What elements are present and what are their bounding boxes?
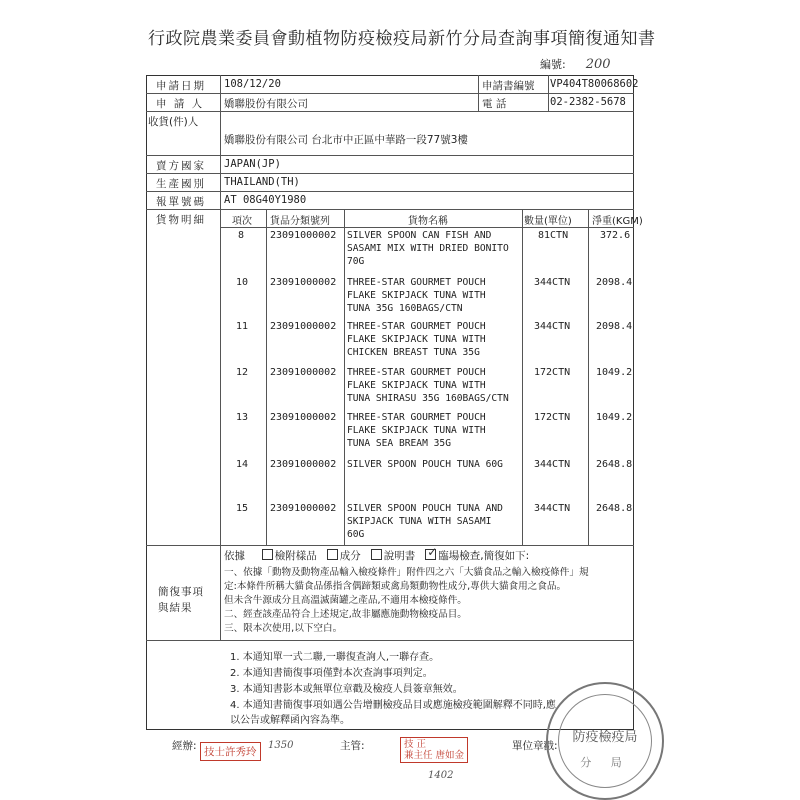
row-item: 11	[236, 321, 249, 332]
app-no-value: VP404T80068602	[550, 78, 639, 90]
official-seal	[546, 682, 664, 800]
supervisor-stamp: 技 正 兼主任 唐如金	[400, 737, 468, 763]
row-name: SILVER SPOON POUCH TUNA 60G	[347, 459, 503, 470]
app-no-label: 申請書編號	[482, 80, 535, 92]
row-item: 10	[236, 277, 249, 288]
row-name: THREE-STAR GOURMET POUCH FLAKE SKIPJACK TUNA WITH TUNA SEA BREAM 35G	[347, 412, 486, 449]
reply-tail: ,簡復如下:	[480, 550, 530, 562]
checkbox-sample	[262, 549, 273, 560]
applicant-value: 嬌聯股份有限公司	[224, 98, 308, 110]
col-header-name: 貨物名稱	[408, 216, 448, 227]
col-header-weight: 淨重(KGM)	[592, 216, 643, 227]
row-name: THREE-STAR GOURMET POUCH FLAKE SKIPJACK TUNA WITH TUNA SHIRASU 35G 160BAGS/CTN	[347, 367, 509, 404]
handler-note: 1350	[268, 740, 294, 751]
recipient-value: 嬌聯股份有限公司 台北市中正區中華路一段77號3樓	[224, 134, 468, 146]
row-item: 8	[238, 230, 245, 241]
row-name: THREE-STAR GOURMET POUCH FLAKE SKIPJACK TUNA WITH CHICKEN BREAST TUNA 35G	[347, 321, 486, 358]
checkbox-ingredient	[327, 549, 338, 560]
row-code: 23091000002	[270, 459, 337, 470]
serial-number	[540, 56, 611, 72]
row-weight: 2098.4	[596, 321, 633, 332]
row-qty: 172CTN	[534, 412, 571, 423]
reply-line-5: 三、限本次使用,以下空白。	[224, 623, 343, 634]
unit-seal-label: 單位章戳:	[512, 740, 558, 752]
col-header-item: 項次	[232, 216, 252, 227]
customs-no-value: AT 08G40Y1980	[224, 194, 307, 206]
row-qty: 344CTN	[534, 503, 571, 514]
reply-label: 簡復事項 與結果	[158, 586, 204, 614]
option-manual: 說明書	[383, 550, 416, 562]
row-weight: 2098.4	[596, 277, 633, 288]
checkbox-manual	[371, 549, 382, 560]
row-qty: 344CTN	[534, 459, 571, 470]
seal-sub: 分 局	[580, 756, 630, 769]
row-name: SILVER SPOON POUCH TUNA AND SKIPJACK TUNA WITH SASAMI 60G	[347, 503, 503, 540]
serial-value: 200	[585, 57, 611, 72]
note-2: 2. 本通知書簡復事項僅對本次查詢事項判定。	[230, 668, 433, 679]
option-ingredient: 成分	[339, 550, 361, 562]
checkbox-onsite-checked: ✓	[427, 545, 438, 559]
col-header-code: 貨品分類號列	[270, 216, 330, 227]
reply-line-1: 一、依據「動物及動物產品輸入檢疫條件」附件四之六「大貓食品之輸入檢疫條件」規	[224, 567, 589, 578]
row-qty: 344CTN	[534, 321, 571, 332]
row-item: 12	[236, 367, 249, 378]
reply-line-2: 定:本條件所稱大貓食品係指含偶蹄類或禽鳥類動物性成分,專供大貓食用之食品。	[224, 581, 567, 592]
row-item: 13	[236, 412, 249, 423]
origin-value: THAILAND(TH)	[224, 176, 300, 188]
seller-country-label: 賣方國家	[156, 160, 206, 172]
row-weight: 372.6	[600, 230, 631, 241]
row-code: 23091000002	[270, 412, 337, 423]
row-code: 23091000002	[270, 503, 337, 514]
row-code: 23091000002	[270, 230, 337, 241]
apply-date-label: 申請日期	[156, 80, 206, 92]
row-qty: 344CTN	[534, 277, 571, 288]
customs-no-label: 報單號碼	[156, 196, 206, 208]
document-title: 行政院農業委員會動植物防疫檢疫局新竹分局查詢事項簡復通知書	[148, 29, 656, 49]
phone-label: 電 話	[482, 98, 507, 110]
goods-label: 貨物明細	[156, 214, 206, 226]
row-code: 23091000002	[270, 321, 337, 332]
reply-line-3: 但未含牛源成分且高溫滅菌罐之產品,不適用本檢疫條件。	[224, 595, 467, 606]
row-weight: 2648.8	[596, 503, 633, 514]
applicant-label: 申 請 人	[156, 98, 205, 110]
note-4: 4. 本通知書簡復事項如遇公告增刪檢疫品目或應施檢疫範圍解釋不同時,應	[230, 700, 556, 711]
origin-label: 生產國別	[156, 178, 206, 190]
reply-basis: 依據	[224, 550, 245, 562]
note-5: 以公告或解釋函內容為準。	[230, 715, 350, 726]
seal-text: 防疫檢疫局	[572, 730, 638, 745]
row-code: 23091000002	[270, 367, 337, 378]
col-header-qty: 數量(單位)	[524, 216, 572, 227]
note-3: 3. 本通知書影本或無單位章戳及檢疫人員簽章無效。	[230, 684, 463, 695]
recipient-label: 收貨(件)人	[148, 116, 199, 128]
row-weight: 2648.8	[596, 459, 633, 470]
row-name: SILVER SPOON CAN FISH AND SASAMI MIX WITH DRIED BONITO 70G	[347, 230, 509, 267]
row-item: 14	[236, 459, 249, 470]
phone-value: 02-2382-5678	[550, 96, 626, 108]
row-item: 15	[236, 503, 249, 514]
reply-basis-line	[224, 545, 530, 563]
option-onsite: 臨場檢查	[438, 550, 481, 562]
option-sample: 檢附樣品	[274, 550, 317, 562]
handler-stamp: 技士許秀玲	[200, 742, 261, 761]
row-name: THREE-STAR GOURMET POUCH FLAKE SKIPJACK TUNA WITH TUNA 35G 160BAGS/CTN	[347, 277, 486, 314]
row-qty: 81CTN	[538, 230, 569, 241]
row-qty: 172CTN	[534, 367, 571, 378]
handler-label: 經辦:	[172, 740, 197, 752]
seller-country-value: JAPAN(JP)	[224, 158, 281, 170]
row-weight: 1049.2	[596, 367, 633, 378]
serial-label: 編號:	[540, 58, 566, 71]
reply-line-4: 二、經查該產品符合上述規定,故非屬應施動物檢疫品目。	[224, 609, 467, 620]
note-1: 1. 本通知單一式二聯,一聯復查詢人,一聯存查。	[230, 652, 440, 663]
supervisor-label: 主管:	[340, 740, 365, 752]
row-weight: 1049.2	[596, 412, 633, 423]
row-code: 23091000002	[270, 277, 337, 288]
apply-date-value: 108/12/20	[224, 78, 281, 90]
supervisor-note: 1402	[428, 770, 454, 781]
